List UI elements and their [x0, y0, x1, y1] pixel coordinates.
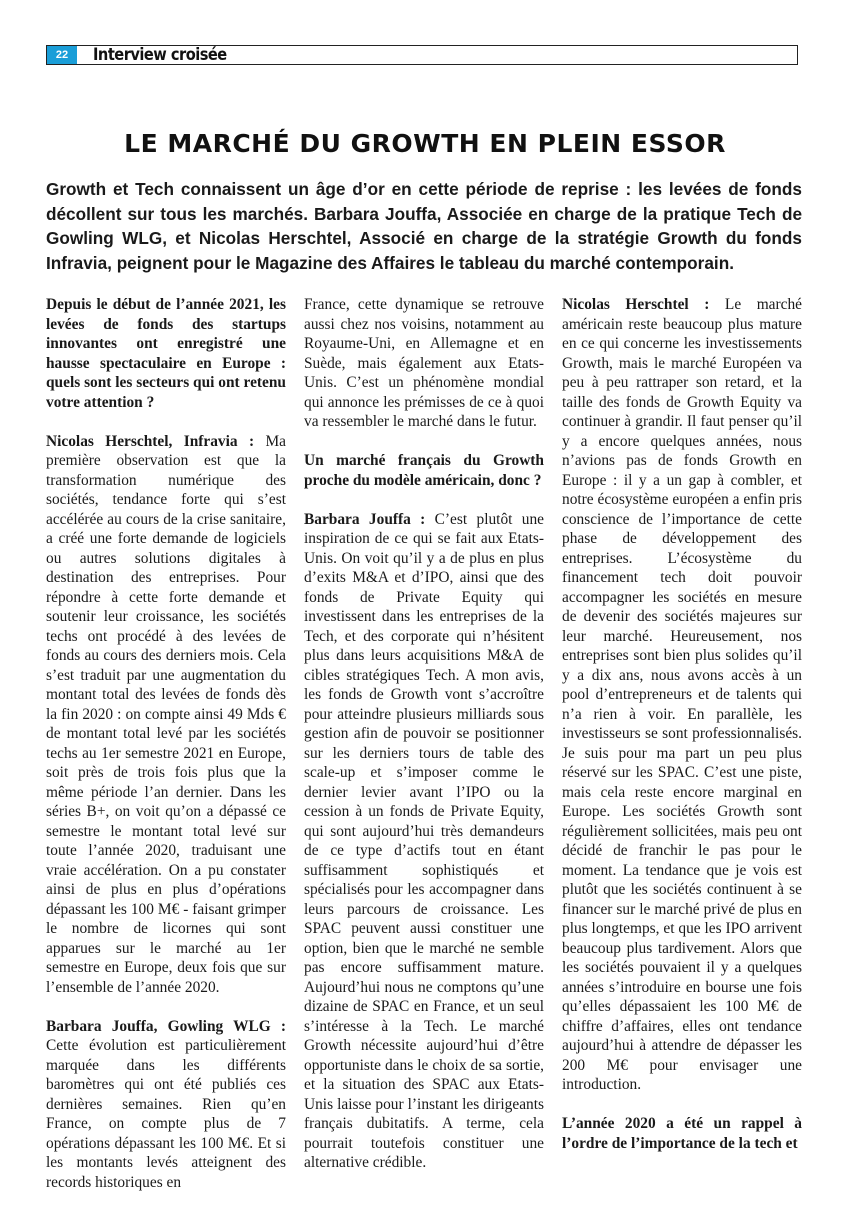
question-3: L’année 2020 a été un rappel à l’ordre de l’importance de la tech et — [562, 1115, 802, 1152]
answer-1 — [46, 432, 286, 998]
speaker-barbara-jouffa: Barbara Jouffa : — [304, 510, 426, 528]
answer-2 — [46, 1017, 286, 1193]
answer-3 — [304, 510, 544, 1173]
speaker-barbara-jouffa: Barbara Jouffa, Gowling WLG : — [46, 1017, 286, 1035]
page-number: 22 — [47, 46, 77, 64]
question-2: Un marché français du Growth proche du modèle américain, donc ? — [304, 452, 544, 489]
question-1: Depuis le début de l’année 2021, les levées de fonds des startups innovantes ont enregistré une hausse spectaculaire en Europe : quels sont les secteurs qui ont retenu votre attention ? — [46, 296, 286, 411]
article-title: LE MARCHÉ DU GROWTH EN PLEIN ESSOR — [124, 129, 726, 158]
answer-4 — [562, 295, 802, 1095]
answer-4-text: Le marché américain reste beaucoup plus mature en ce qui concerne les investissements Growth, mais le marché Européen va peu à peu rattraper son retard, et la taille des fonds de Growth Equity va continuer à grandir. Il faut penser qu’il y a encore quelques années, nous n’avions pas de fonds Growth en Europe : il y a un gap à combler, et notre écosystème européen a enfin pris conscience de l’importance de cette phase de développement des entreprises. L’écosystème du financement tech doit pouvoir accompagner les sociétés en mesure de devenir des sociétés majeures sur leur marché. Heureusement, nos entreprises sont bien plus solides qu’il y a dix ans, nous avons accès à un pool d’entrepreneurs et de talents qui n’a rien à voir. En parallèle, les investisseurs se sont professionnalisés. Je suis pour ma part un peu plus réservé sur les SPAC. C’est une piste, mais cela reste encore marginal en Europe. Les sociétés Growth sont régulièrement sollicitées, mais peu ont décidé de franchir le pas pour le moment. La tendance que je vois est plutôt que les sociétés continuent à se financer sur le marché privé de plus en plus longtemps, et que les IPO arrivent beaucoup plus tardivement. Alors que les sociétés pouvaient il y a quelques années s’introduire en bourse une fois qu’elles dépassaient les 100 M€ de chiffre d’affaires, elles ont tendance aujourd’hui à attendre de dépasser les 200 M€ pour envisager une introduction. — [562, 296, 802, 1093]
page-header — [46, 45, 798, 65]
answer-1-text: Ma première observation est que la transformation numérique des sociétés, tendance forte qui s’est accélérée au cours de la crise sanitaire, a créé une forte demande de logiciels ou autres solutions digitales à destination des entreprises. Pour répondre à cette forte demande et soutenir leur croissance, les sociétés techs ont procédé à des levées de fonds au cours des derniers mois. Cela s’est traduit par une augmentation du montant total des levées de fonds dès la fin 2020 : on compte ainsi 49 Mds € de montant total levé par les sociétés techs au 1er semestre 2021 en Europe, soit près de trois fois plus que la même période l’an dernier. Dans les séries B+, on voit qu’on a dépassé ce semestre le montant total levé sur toute l’année 2020, traduisant une vraie accélération. On a pu constater ainsi de plus en plus d’opérations dépassant les 100 M€ - faisant grimper le nombre de licornes qui sont apparues sur le marché au 1er semestre en Europe, deux fois que sur l’ensemble de l’année 2020. — [46, 432, 286, 996]
column-3 — [562, 295, 802, 1173]
column-2 — [304, 295, 544, 1192]
speaker-nicolas-herschtel: Nicolas Herschtel : — [562, 296, 710, 313]
speaker-nicolas-herschtel: Nicolas Herschtel, Infravia : — [46, 432, 255, 450]
answer-2-text: Cette évolution est particulièrement marquée dans les différents baromètres qui ont été publiés ces dernières semaines. Rien qu’en France, on compte plus de 7 opérations dépassant les 100 M€. Et si les montants levés atteignent des records historiques en — [46, 1037, 286, 1191]
answer-3-text: C’est plutôt une inspiration de ce qui se fait aux Etats-Unis. On voit qu’il y a de plus en plus d’exits M&A et d’IPO, ainsi que des fonds de Private Equity qui investissent dans les entreprises de la Tech, et des corporate qui n’hésitent plus dans leurs acquisitions M&A de cibles stratégiques Tech. A mon avis, les fonds de Growth vont s’accroître pour atteindre plusieurs milliards sous gestion afin de pouvoir se positionner sur les derniers tours de table des scale-up et s’imposer comme le dernier levier avant l’IPO ou la cession à un fonds de Private Equity, qui sont aujourd’hui très demandeurs de ce type d’actifs tout en étant suffisamment sophistiqués et spécialisés pour les accompagner dans leurs parcours de croissance. Les SPAC peuvent aussi constituer une option, bien que le marché ne semble pas encore suffisamment mature. Aujourd’hui nous ne comptons qu’une dizaine de SPAC en France, et un seul s’intéresse à la Tech. Le marché Growth nécessite aujourd’hui d’être opportuniste dans le choix de sa sortie, et la situation des SPAC aux Etats-Unis laisse pour l’instant les dirigeants français dubitatifs. A terme, cela pourrait toutefois constituer une alternative crédible. — [304, 510, 544, 1171]
article-intro: Growth et Tech connaissent un âge d’or en cette période de reprise : les levées de fonds décollent sur tous les marchés. Barbara Jouffa, Associée en charge de la pratique Tech de Gowling WLG, et Nicolas Herschtel, Associé en charge de la stratégie Growth du fonds Infravia, peignent pour le Magazine des Affaires le tableau du marché contemporain. — [46, 179, 802, 273]
column-1 — [46, 295, 286, 1212]
answer-2-continued: France, cette dynamique se retrouve aussi chez nos voisins, notamment au Royaume-Uni, en Allemagne et en Suède, mais également aux Etats-Unis. C’est un phénomène mondial qui annonce les prémisses de ce à quoi va ressembler le marché dans le futur. — [304, 296, 544, 430]
section-title: Interview croisée — [93, 45, 227, 65]
